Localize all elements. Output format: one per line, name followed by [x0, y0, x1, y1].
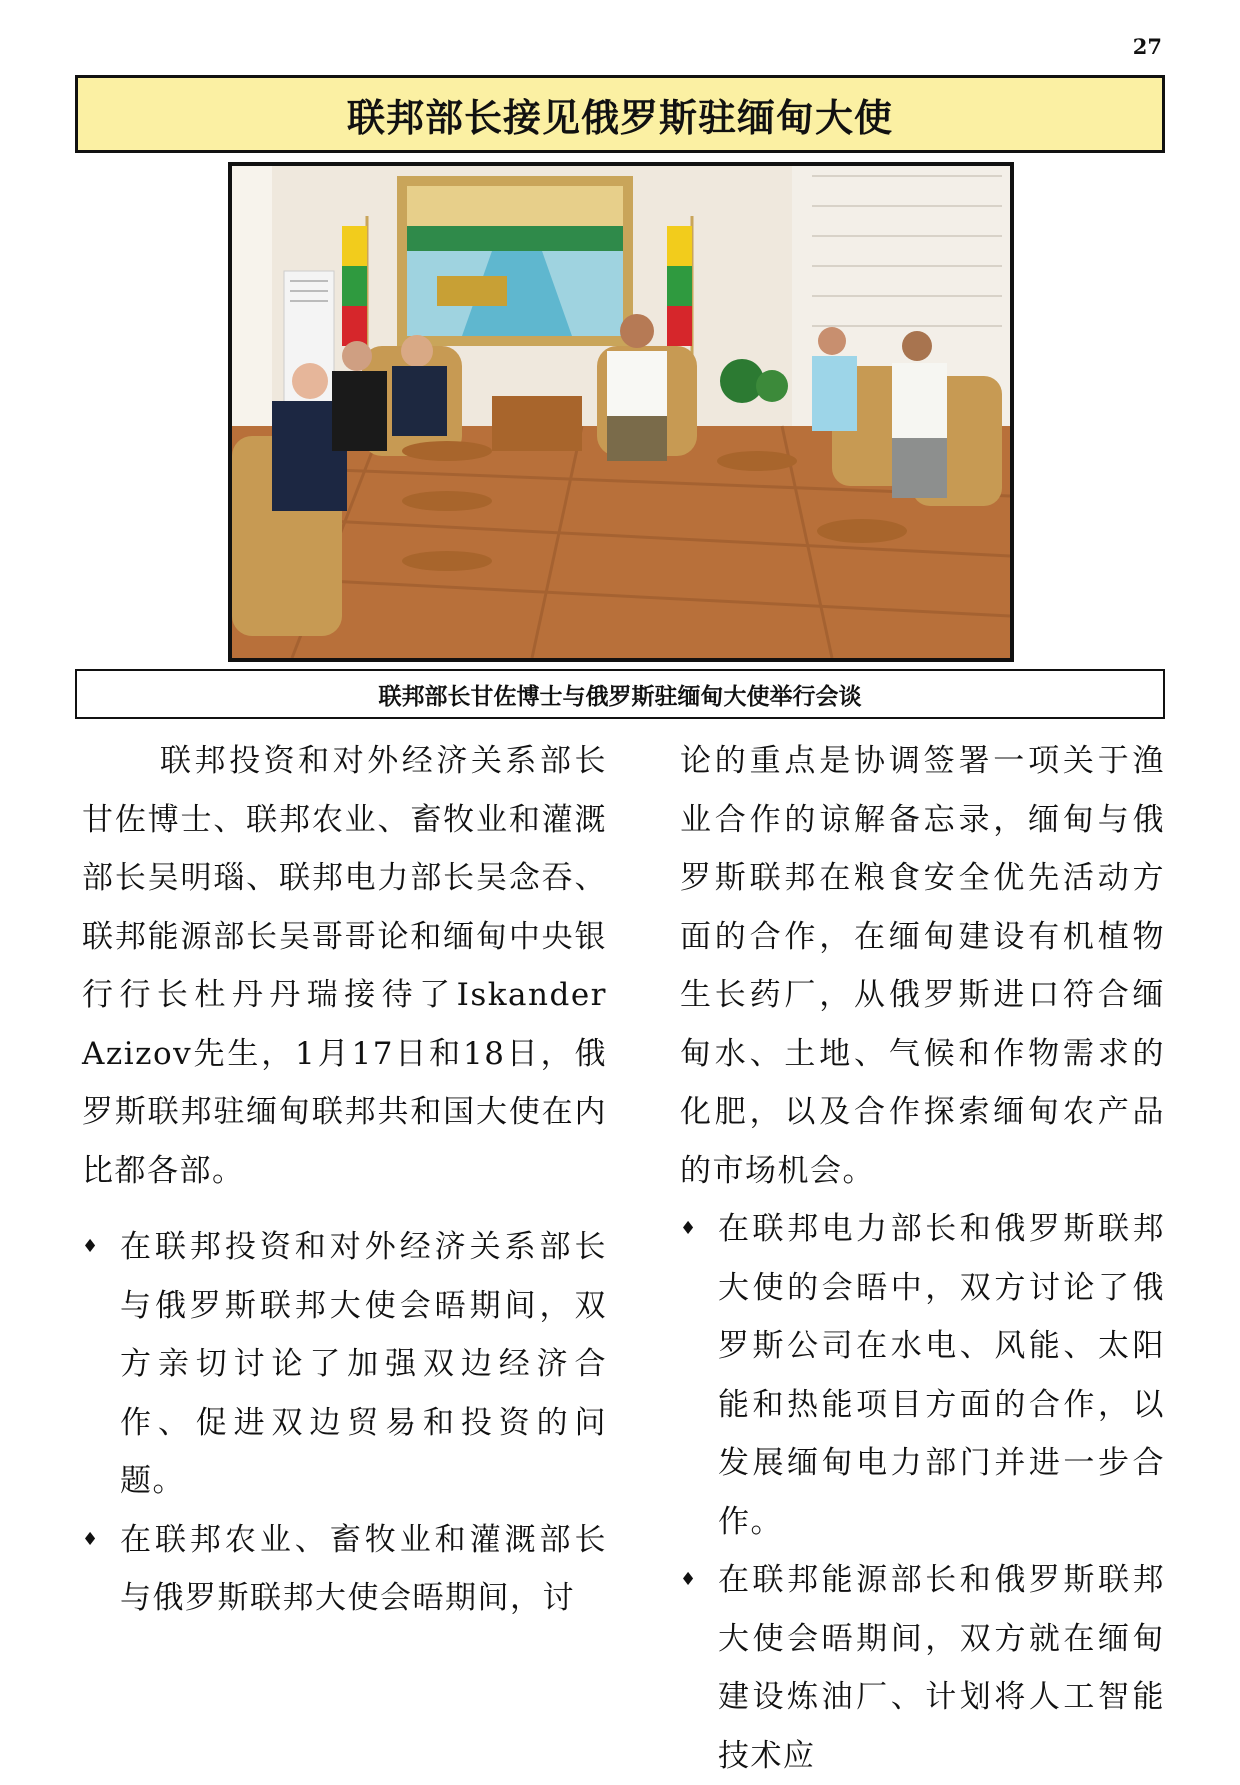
bullet-text: 在联邦能源部长和俄罗斯联邦大使会晤期间，双方就在缅甸建设炼油厂、计划将人工智能技术应: [718, 1562, 1165, 1774]
meeting-photo: [228, 162, 1014, 662]
lead-paragraph: 联邦投资和对外经济关系部长甘佐博士、联邦农业、畜牧业和灌溉部长吴明瑙、联邦电力部长吴念吞、联邦能源部长吴哥哥论和缅甸中央银行行长杜丹丹瑞接待了Iskander Azizov先生，1月17日和18日，俄罗斯联邦驻缅甸联邦共和国大使在内比都各部。: [82, 743, 607, 1189]
diamond-bullet-icon: ♦: [680, 1569, 698, 1590]
left-bullet-list: [82, 1218, 607, 1628]
right-bullet-list: [680, 1200, 1165, 1785]
right-column: [680, 732, 1165, 1774]
list-item: [680, 1551, 1165, 1785]
bullet-text: 在联邦投资和对外经济关系部长与俄罗斯联邦大使会晤期间，双方亲切讨论了加强双边经济合作、促进双边贸易和投资的问题。: [120, 1229, 607, 1499]
diamond-bullet-icon: ♦: [82, 1528, 100, 1550]
list-item: [680, 1200, 1165, 1551]
list-item: [82, 1511, 607, 1628]
page-number: 27: [1132, 34, 1162, 59]
continuation-paragraph: 论的重点是协调签署一项关于渔业合作的谅解备忘录，缅甸与俄罗斯联邦在粮食安全优先活动方面的合作，在缅甸建设有机植物生长药厂，从俄罗斯进口符合缅甸水、土地、气候和作物需求的化肥，以及合作探索缅甸农产品的市场机会。: [680, 743, 1165, 1189]
diamond-bullet-icon: ♦: [82, 1236, 100, 1257]
bullet-text: 在联邦电力部长和俄罗斯联邦大使的会晤中，双方讨论了俄罗斯公司在水电、风能、太阳能和热能项目方面的合作，以发展缅甸电力部门并进一步合作。: [718, 1211, 1165, 1540]
article-title: 联邦部长接见俄罗斯驻缅甸大使: [75, 75, 1165, 153]
list-item: [82, 1218, 607, 1511]
photo-caption: 联邦部长甘佐博士与俄罗斯驻缅甸大使举行会谈: [75, 669, 1165, 719]
diamond-bullet-icon: ♦: [680, 1218, 698, 1239]
left-column: [82, 732, 607, 1732]
bullet-text: 在联邦农业、畜牧业和灌溉部长与俄罗斯联邦大使会晤期间，讨: [120, 1521, 607, 1616]
